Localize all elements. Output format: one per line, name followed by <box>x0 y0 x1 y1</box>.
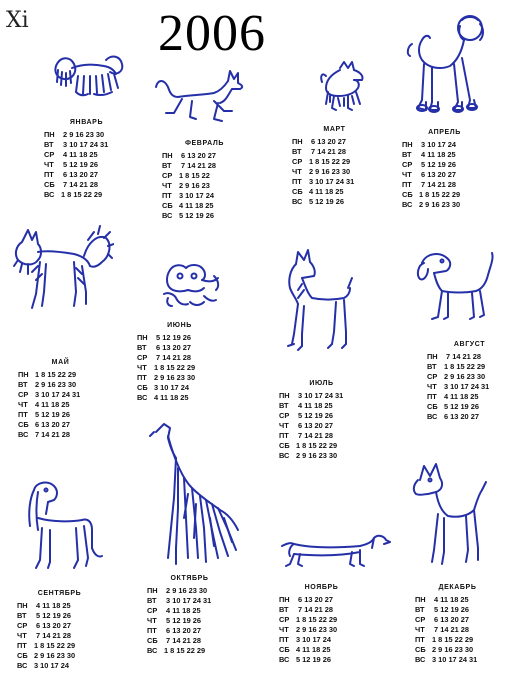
day-numbers: 5 12 19 26 <box>419 160 456 169</box>
day-numbers: 2 9 16 23 30 <box>154 373 196 382</box>
day-numbers: 2 9 16 23 <box>179 181 210 190</box>
weekday-label: ВС <box>415 655 426 664</box>
weekday-label: ПТ <box>292 177 302 186</box>
day-numbers: 5 12 19 26 <box>179 211 214 220</box>
weekday-label: ПН <box>279 391 290 400</box>
weekday-label: ВС <box>17 661 28 670</box>
day-numbers: 6 13 20 27 <box>35 420 70 429</box>
corner-symbol: Xi <box>6 8 29 33</box>
day-numbers: 7 14 21 28 <box>296 605 333 614</box>
weekday-label: СБ <box>162 201 173 210</box>
month-february <box>162 140 247 221</box>
day-numbers: 2 9 16 23 30 <box>432 645 474 654</box>
day-numbers: 5 12 19 26 <box>444 402 479 411</box>
month-july <box>279 380 364 461</box>
weekday-label: ВС <box>137 393 148 402</box>
weekday-label: ВТ <box>137 343 147 352</box>
day-numbers: 3 10 17 24 31 <box>432 655 478 664</box>
day-numbers: 6 13 20 27 <box>296 421 333 430</box>
weekday-label: ПТ <box>18 410 28 419</box>
weekday-label: ПТ <box>44 170 54 179</box>
day-numbers: 3 10 17 24 <box>296 635 331 644</box>
weekday-label: ЧТ <box>402 170 412 179</box>
day-numbers: 4 11 18 25 <box>164 606 201 615</box>
bulldog-icon <box>160 262 225 314</box>
weekday-label: ВС <box>147 646 158 655</box>
day-numbers: 7 14 21 28 <box>179 161 216 170</box>
weekday-label: ВС <box>402 200 413 209</box>
month-november <box>279 584 364 665</box>
day-numbers: 1 8 15 22 29 <box>296 615 338 624</box>
day-numbers: 6 13 20 27 <box>61 170 98 179</box>
month-december <box>415 584 500 665</box>
day-numbers: 1 8 15 22 29 <box>419 190 461 199</box>
day-numbers: 4 11 18 25 <box>34 601 71 610</box>
dachshund-icon <box>280 530 392 572</box>
weekday-label: ПН <box>162 151 173 160</box>
day-numbers: 2 9 16 23 30 <box>419 200 461 209</box>
day-numbers: 6 13 20 27 <box>164 626 201 635</box>
day-numbers: 6 13 20 27 <box>432 615 469 624</box>
month-name: ИЮЛЬ <box>309 380 334 387</box>
weekday-label: ВТ <box>427 362 437 371</box>
terrier-dog-icon <box>278 248 358 358</box>
day-numbers: 3 10 17 24 <box>154 383 189 392</box>
month-name: МАЙ <box>51 359 70 366</box>
day-numbers: 3 10 17 24 31 <box>164 596 212 605</box>
day-numbers: 2 9 16 23 30 <box>309 167 351 176</box>
month-january <box>44 119 129 200</box>
weekday-label: ЧТ <box>137 363 147 372</box>
day-numbers: 1 8 15 22 29 <box>34 641 76 650</box>
weekday-label: СБ <box>427 402 438 411</box>
day-numbers: 1 8 15 22 29 <box>61 190 103 199</box>
day-numbers: 3 10 17 24 31 <box>309 177 355 186</box>
weekday-label: ВТ <box>18 380 28 389</box>
day-numbers: 7 14 21 28 <box>34 631 71 640</box>
afghan-hound-icon <box>148 418 248 568</box>
poodle-icon <box>400 14 495 119</box>
year-title: 2006 <box>158 5 266 62</box>
fluffy-dog-icon <box>12 222 114 322</box>
day-numbers: 7 14 21 28 <box>61 180 98 189</box>
weekday-label: ВТ <box>147 596 157 605</box>
day-numbers: 6 13 20 27 <box>154 343 191 352</box>
month-march <box>292 126 377 207</box>
day-numbers: 7 14 21 28 <box>432 625 469 634</box>
weekday-label: ПТ <box>402 180 412 189</box>
weekday-label: СБ <box>17 651 28 660</box>
weekday-label: ВС <box>279 655 290 664</box>
day-numbers: 1 8 15 22 29 <box>154 363 196 372</box>
weekday-label: ПН <box>17 601 28 610</box>
weekday-label: ВС <box>18 430 29 439</box>
month-name: ДЕКАБРЬ <box>438 584 477 591</box>
day-numbers: 4 11 18 25 <box>309 187 344 196</box>
weekday-label: СР <box>162 171 173 180</box>
day-numbers: 4 11 18 25 <box>154 393 189 402</box>
day-numbers: 4 11 18 25 <box>296 645 331 654</box>
month-april <box>402 129 487 210</box>
weekday-label: ПН <box>18 370 29 379</box>
weekday-label: СР <box>147 606 158 615</box>
weekday-label: ПН <box>147 586 158 595</box>
day-numbers: 5 12 19 26 <box>432 605 469 614</box>
month-name: АВГУСТ <box>453 341 486 348</box>
day-numbers: 4 11 18 25 <box>179 201 214 210</box>
day-numbers: 4 11 18 25 <box>296 401 333 410</box>
weekday-label: СБ <box>44 180 55 189</box>
day-numbers: 6 13 20 27 <box>179 151 216 160</box>
day-numbers: 4 11 18 25 <box>61 150 98 159</box>
day-numbers: 6 13 20 27 <box>296 595 333 604</box>
weekday-label: ПТ <box>17 641 27 650</box>
weekday-label: ПТ <box>279 635 289 644</box>
day-numbers: 3 10 17 24 <box>419 140 456 149</box>
weekday-label: ПН <box>402 140 413 149</box>
weekday-label: ПН <box>415 595 426 604</box>
day-numbers: 7 14 21 28 <box>35 430 70 439</box>
day-numbers: 6 13 20 27 <box>419 170 456 179</box>
day-numbers: 7 14 21 28 <box>444 352 481 361</box>
day-numbers: 2 9 16 23 30 <box>296 625 338 634</box>
weekday-label: ВТ <box>44 140 54 149</box>
weekday-label: ВТ <box>402 150 412 159</box>
weekday-label: СР <box>18 390 29 399</box>
day-numbers: 5 12 19 26 <box>309 197 344 206</box>
weekday-label: ЧТ <box>427 382 437 391</box>
month-name: АПРЕЛЬ <box>428 129 461 136</box>
weekday-label: СБ <box>292 187 303 196</box>
month-name: ИЮНЬ <box>167 322 192 329</box>
weekday-label: ВТ <box>17 611 27 620</box>
weekday-label: СР <box>137 353 148 362</box>
weekday-label: ПН <box>292 137 303 146</box>
day-numbers: 7 14 21 28 <box>296 431 333 440</box>
day-numbers: 3 10 17 24 31 <box>296 391 344 400</box>
month-name: ФЕВРАЛЬ <box>184 140 225 147</box>
month-october <box>147 575 232 656</box>
weekday-label: СБ <box>147 636 158 645</box>
month-name: НОЯБРЬ <box>304 584 339 591</box>
day-numbers: 4 11 18 25 <box>419 150 456 159</box>
shaggy-dog-icon <box>48 52 133 107</box>
weekday-label: СР <box>44 150 55 159</box>
day-numbers: 5 12 19 26 <box>296 411 333 420</box>
weekday-label: СР <box>279 411 290 420</box>
bull-terrier-icon <box>408 460 490 570</box>
day-numbers: 1 8 15 22 29 <box>432 635 474 644</box>
month-june <box>137 322 222 403</box>
weekday-label: СР <box>292 157 303 166</box>
weekday-label: ПТ <box>415 635 425 644</box>
day-numbers: 2 9 16 23 30 <box>34 651 76 660</box>
weekday-label: СБ <box>279 441 290 450</box>
month-september <box>17 590 102 671</box>
weekday-label: ВС <box>427 412 438 421</box>
weekday-label: СР <box>427 372 438 381</box>
weekday-label: ПН <box>279 595 290 604</box>
weekday-label: ВС <box>162 211 173 220</box>
day-numbers: 6 13 20 27 <box>34 621 71 630</box>
day-numbers: 1 8 15 22 <box>179 171 210 180</box>
weekday-label: СР <box>415 615 426 624</box>
weekday-label: СР <box>402 160 413 169</box>
day-numbers: 3 10 17 24 <box>34 661 69 670</box>
day-numbers: 6 13 20 27 <box>309 137 346 146</box>
weekday-label: ПТ <box>137 373 147 382</box>
day-numbers: 4 11 18 25 <box>444 392 479 401</box>
weekday-label: ЧТ <box>44 160 54 169</box>
running-dog-icon <box>152 65 247 127</box>
day-numbers: 5 12 19 26 <box>61 160 98 169</box>
day-numbers: 5 12 19 26 <box>35 410 70 419</box>
day-numbers: 7 14 21 28 <box>419 180 456 189</box>
weekday-label: ПТ <box>279 431 289 440</box>
weekday-label: ВС <box>279 451 290 460</box>
weekday-label: ЧТ <box>292 167 302 176</box>
day-numbers: 1 8 15 22 29 <box>35 370 77 379</box>
weekday-label: ЧТ <box>18 400 28 409</box>
scottie-dog-icon <box>318 60 378 118</box>
weekday-label: ВТ <box>279 605 289 614</box>
day-numbers: 3 10 17 24 31 <box>35 390 81 399</box>
weekday-label: ПТ <box>427 392 437 401</box>
weekday-label: СБ <box>18 420 29 429</box>
weekday-label: ЧТ <box>279 625 289 634</box>
weekday-label: СБ <box>415 645 426 654</box>
weekday-label: ПТ <box>147 626 157 635</box>
day-numbers: 3 10 17 24 31 <box>61 140 109 149</box>
weekday-label: ПН <box>427 352 438 361</box>
weekday-label: ЧТ <box>415 625 425 634</box>
month-name: СЕНТЯБРЬ <box>37 590 82 597</box>
day-numbers: 7 14 21 28 <box>154 353 191 362</box>
day-numbers: 3 10 17 24 31 <box>444 382 490 391</box>
weekday-label: ПТ <box>162 191 172 200</box>
day-numbers: 1 8 15 22 29 <box>309 157 351 166</box>
day-numbers: 2 9 16 23 30 <box>35 380 77 389</box>
day-numbers: 4 11 18 25 <box>432 595 469 604</box>
day-numbers: 2 9 16 23 30 <box>164 586 208 595</box>
day-numbers: 1 8 15 22 29 <box>444 362 486 371</box>
weekday-label: ВТ <box>415 605 425 614</box>
day-numbers: 2 9 16 23 30 <box>296 451 338 460</box>
weekday-label: ВТ <box>279 401 289 410</box>
day-numbers: 7 14 21 28 <box>309 147 346 156</box>
weekday-label: СБ <box>402 190 413 199</box>
weekday-label: СР <box>279 615 290 624</box>
weekday-label: ПН <box>44 130 55 139</box>
weekday-label: ЧТ <box>147 616 157 625</box>
weekday-label: СР <box>17 621 28 630</box>
weekday-label: ВТ <box>162 161 172 170</box>
day-numbers: 5 12 19 26 <box>34 611 71 620</box>
month-may <box>18 359 103 440</box>
month-name: ОКТЯБРЬ <box>170 575 209 582</box>
weekday-label: ВС <box>292 197 303 206</box>
day-numbers: 6 13 20 27 <box>444 412 479 421</box>
day-numbers: 1 8 15 22 29 <box>296 441 338 450</box>
weekday-label: ПН <box>137 333 148 342</box>
weekday-label: ЧТ <box>279 421 289 430</box>
month-name: ЯНВАРЬ <box>69 119 104 126</box>
day-numbers: 5 12 19 26 <box>296 655 331 664</box>
weekday-label: СБ <box>137 383 148 392</box>
day-numbers: 2 9 16 23 30 <box>61 130 105 139</box>
day-numbers: 5 12 19 26 <box>154 333 191 342</box>
day-numbers: 7 14 21 28 <box>164 636 201 645</box>
weekday-label: ВС <box>44 190 55 199</box>
day-numbers: 2 9 16 23 30 <box>444 372 486 381</box>
weekday-label: СБ <box>279 645 290 654</box>
hound-dog-icon <box>408 245 500 325</box>
day-numbers: 5 12 19 26 <box>164 616 201 625</box>
weekday-label: ЧТ <box>162 181 172 190</box>
month-name: МАРТ <box>323 126 346 133</box>
month-august <box>427 341 509 422</box>
long-haired-dog-icon <box>18 478 108 573</box>
day-numbers: 4 11 18 25 <box>35 400 70 409</box>
weekday-label: ВТ <box>292 147 302 156</box>
day-numbers: 3 10 17 24 <box>179 191 214 200</box>
weekday-label: ЧТ <box>17 631 27 640</box>
day-numbers: 1 8 15 22 29 <box>164 646 206 655</box>
